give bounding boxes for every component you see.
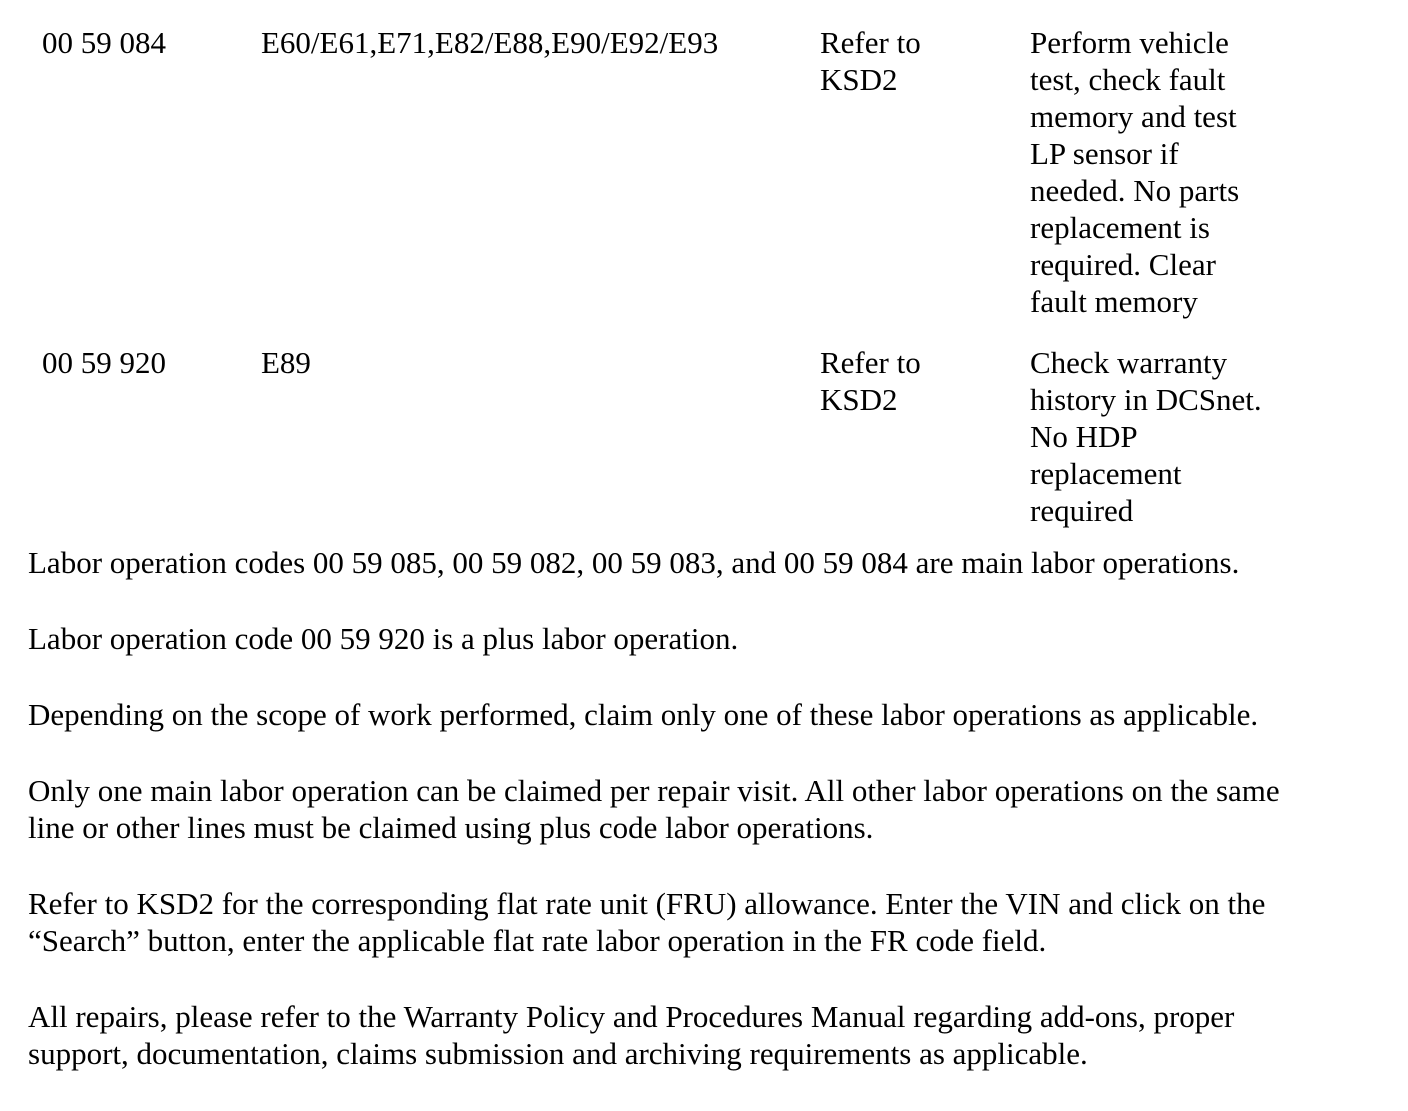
procedure-note [1030,24,1368,344]
model-list: E60/E61,E71,E82/E88,E90/E92/E93 [261,25,719,60]
note-line: Perform vehicle [1030,25,1229,60]
note-line: fault memory [1030,284,1198,319]
note-line: memory and test [1030,99,1237,134]
fru-line: Refer to [820,25,921,60]
main-labor-operations-paragraph [28,544,1398,581]
fru-line: KSD2 [820,382,898,417]
note-line: required. Clear [1030,247,1216,282]
fru-line: Refer to [820,345,921,380]
ksd2-reference-paragraph [28,885,1398,959]
body-text [28,544,1398,1111]
table-row [28,344,1368,529]
plus-labor-operation-paragraph [28,620,1398,657]
note-line: Check warranty [1030,345,1228,380]
text-line: Labor operation code 00 59 920 is a plus labor operation. [28,621,739,656]
text-line: Labor operation codes 00 59 085, 00 59 082, 00 59 083, and 00 59 084 are main labor operations. [28,545,1240,580]
note-line: required [1030,493,1134,528]
note-line: replacement [1030,456,1182,491]
text-line: All repairs, please refer to the Warranty Policy and Procedures Manual regarding add-ons, proper [28,999,1235,1034]
note-line: history in DCSnet. [1030,382,1262,417]
text-line: Only one main labor operation can be claimed per repair visit. All other labor operations on the same [28,773,1280,808]
fru-reference [820,24,1030,344]
note-line: No HDP [1030,419,1138,454]
fru-reference [820,344,1030,529]
labor-code: 00 59 084 [42,25,166,60]
model-list: E89 [261,345,311,380]
procedure-note [1030,344,1368,529]
note-line: LP sensor if [1030,136,1179,171]
note-line: test, check fault [1030,62,1226,97]
scope-of-work-paragraph [28,696,1398,733]
text-line: support, documentation, claims submission and archiving requirements as applicable. [28,1036,1088,1071]
text-line: line or other lines must be claimed using plus code labor operations. [28,810,874,845]
claim-rules-paragraph [28,772,1398,846]
text-line: “Search” button, enter the applicable flat rate labor operation in the FR code field. [28,923,1047,958]
note-line: replacement is [1030,210,1210,245]
labor-code: 00 59 920 [42,345,166,380]
text-line: Refer to KSD2 for the corresponding flat rate unit (FRU) allowance. Enter the VIN and click on the [28,886,1266,921]
fru-line: KSD2 [820,62,898,97]
text-line: Depending on the scope of work performed, claim only one of these labor operations as applicable. [28,697,1259,732]
note-line: needed. No parts [1030,173,1240,208]
warranty-policy-paragraph [28,998,1398,1072]
table-row [28,24,1368,344]
labor-operations-table [28,24,1368,529]
